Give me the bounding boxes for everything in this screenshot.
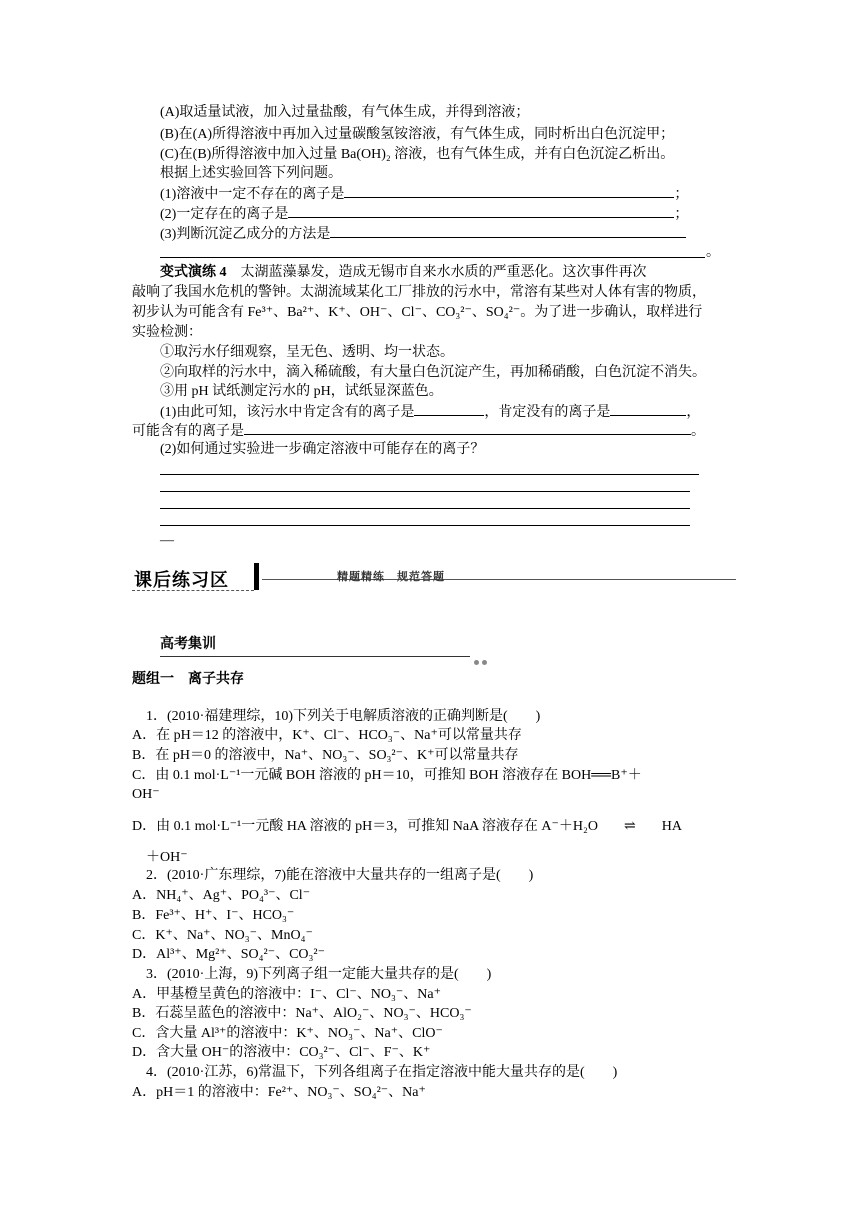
banner-rule [262,579,736,580]
q1-option-a: A．在 pH＝12 的溶液中，K⁺、Cl⁻、HCO₃⁻、Na⁺可以常量共存 [132,728,522,743]
question-2 [160,205,688,224]
q2-option-b: B．Fe³⁺、H⁺、I⁻、HCO₃⁻ [132,908,295,923]
section-banner-subtitle: 精题精练 规范答题 [337,571,445,583]
variant-q1-line2 [132,422,705,441]
variant-label: 变式演练 4 [160,265,227,280]
answer-line[interactable] [160,508,690,509]
q1-option-c-cont: OH⁻ [132,787,160,802]
variant-line-1 [160,264,647,282]
q3-text: (3)判断沉淀乙成分的方法是 [160,227,331,242]
variant-text: 太湖蓝藻暴发，造成无锡市自来水水质的严重恶化。这次事件再次 [240,265,647,280]
answer-blank[interactable] [330,225,686,238]
semicolon: ； [674,187,689,202]
question-3 [160,225,686,244]
variant-line-2: 敲响了我国水危机的警钟。太湖流域某化工厂排放的污水中，常溶有某些对人体有害的物质， [132,285,706,300]
q1-d-tail: HA [661,819,682,834]
period: 。 [706,245,720,260]
answer-blank[interactable] [344,185,674,198]
answer-blank[interactable] [288,205,674,218]
q1-option-d-cont: ＋OH⁻ [146,850,188,865]
q1-option-b: B．在 pH＝0 的溶液中，Na⁺、NO₃⁻、SO₃²⁻、K⁺可以常量共存 [132,748,519,763]
step-3: ③用 pH 试纸测定污水的 pH，试纸显深蓝色。 [160,384,443,399]
equilibrium-arrow: ⇌ [624,819,636,834]
q2-option-a: A．NH₄⁺、Ag⁺、PO₄³⁻、Cl⁻ [132,888,311,903]
answer-blank[interactable] [610,403,686,416]
q2-option-c: C．K⁺、Na⁺、NO₃⁻、MnO₄⁻ [132,928,313,943]
answer-line[interactable] [160,474,699,475]
variant-q2: (2)如何通过实验进一步确定溶液中可能存在的离子？ [160,442,485,457]
section-title: 高考集训 [160,637,216,652]
semicolon: ； [674,207,689,222]
answer-line[interactable] [160,491,690,492]
step-1: ①取污水仔细观察，呈无色、透明、均一状态。 [160,345,454,360]
group-title: 题组一 离子共存 [132,672,244,687]
intro-text: 根据上述实验回答下列问题。 [160,166,342,181]
banner-bar [254,563,259,590]
answer-line[interactable] [160,525,690,526]
answer-line[interactable] [160,257,705,258]
q3-option-a: A．甲基橙呈黄色的溶液中：I⁻、Cl⁻、NO₃⁻、Na⁺ [132,987,441,1002]
q1-part-d: 可能含有的离子是 [132,424,244,439]
q1-option-c: C．由 0.1 mol·L⁻¹一元碱 BOH 溶液的 pH＝10，可推知 BOH 溶液存在 BOH══B⁺＋ [132,768,642,783]
variant-line-4: 实验检测： [132,325,202,340]
banner-underline [132,590,254,591]
q3-option-b: B．石蕊呈蓝色的溶液中：Na⁺、AlO₂⁻、NO₃⁻、HCO₃⁻ [132,1006,472,1021]
q2-option-d: D．Al³⁺、Mg²⁺、SO₄²⁻、CO₃²⁻ [132,947,326,962]
q2-stem: 2．(2010·广东理综，7)能在溶液中大量共存的一组离子是( ) [146,868,534,883]
q1-part-a: (1)由此可知，该污水中肯定含有的离子是 [160,405,415,420]
answer-blank[interactable] [244,422,691,435]
item-a: (A)取适量试液，加入过量盐酸，有气体生成，并得到溶液； [160,105,530,120]
q1-stem: 1．(2010·福建理综，10)下列关于电解质溶液的正确判断是( ) [146,709,541,724]
q1-part-b: ，肯定没有的离子是 [484,405,611,420]
section-banner-title: 课后练习区 [134,570,229,590]
q4-stem: 4．(2010·江苏，6)常温下，下列各组离子在指定溶液中能大量共存的是( ) [146,1065,618,1080]
q3-stem: 3．(2010·上海，9)下列离子组一定能大量共存的是( ) [146,967,492,982]
answer-blank[interactable] [414,403,484,416]
dash: — [160,533,174,548]
section-title-rule [160,656,470,657]
item-c: (C)在(B)所得溶液中加入过量 Ba(OH)₂ 溶液，也有气体生成，并有白色沉淀乙析出。 [160,147,675,162]
period: 。 [691,424,705,439]
step-2: ②向取样的污水中，滴入稀硫酸，有大量白色沉淀产生，再加稀硝酸，白色沉淀不消失。 [160,365,706,380]
q1-text: (1)溶液中一定不存在的离子是 [160,187,345,202]
variant-line-3: 初步认为可能含有 Fe³⁺、Ba²⁺、K⁺、OH⁻、Cl⁻、CO₃²⁻、SO₄²⁻。为了进一步确认，取样进行 [132,305,703,320]
q1-option-d [132,818,682,836]
q1-d-text: D．由 0.1 mol·L⁻¹一元酸 HA 溶液的 pH＝3，可推知 NaA 溶液存在 A⁻＋H₂O [132,819,599,834]
q3-option-d: D．含大量 OH⁻的溶液中：CO₃²⁻、Cl⁻、F⁻、K⁺ [132,1045,431,1060]
q4-option-a: A．pH＝1 的溶液中：Fe²⁺、NO₃⁻、SO₄²⁻、Na⁺ [132,1085,426,1100]
q3-option-c: C．含大量 Al³⁺的溶液中：K⁺、NO₃⁻、Na⁺、ClO⁻ [132,1026,443,1041]
q2-text: (2)一定存在的离子是 [160,207,289,222]
variant-q1 [160,403,700,422]
question-1 [160,185,688,204]
q1-part-c: ， [686,405,701,420]
dots-decoration [471,652,487,670]
item-b: (B)在(A)所得溶液中再加入过量碳酸氢铵溶液，有气体生成，同时析出白色沉淀甲； [160,127,675,142]
